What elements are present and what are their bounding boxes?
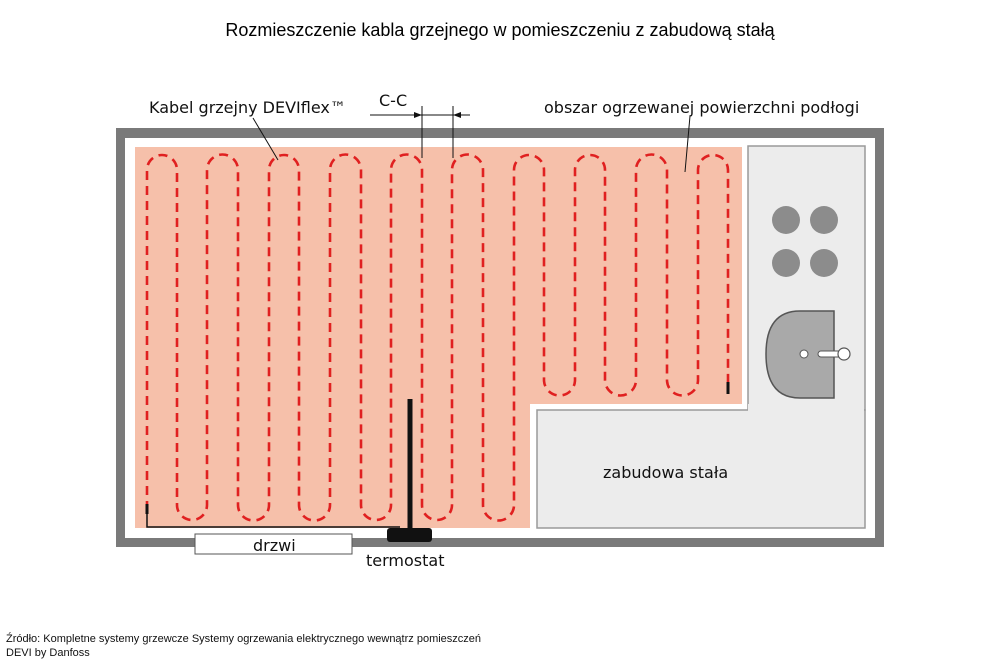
source-note [6, 632, 481, 660]
door-label: drzwi [253, 536, 296, 555]
cooktop-burner-icon [772, 206, 800, 234]
spacing-label: C-C [379, 91, 408, 110]
cable-label: Kabel grzejny DEVIflex™ [149, 98, 346, 117]
fixed-furniture-label: zabudowa stała [603, 463, 729, 482]
thermostat-label: termostat [366, 551, 445, 570]
spacing-arrow-icon [414, 112, 422, 118]
cooktop-burner-icon [810, 249, 838, 277]
thermostat-icon [387, 528, 432, 542]
heated-area-label: obszar ogrzewanej powierzchni podłogi [544, 98, 860, 117]
cooktop-burner-icon [810, 206, 838, 234]
source-line-1: Źródło: Kompletne systemy grzewcze Systemy ogrzewania elektrycznego wewnątrz pomieszczeń [6, 633, 482, 645]
sink-drain-icon [800, 350, 808, 358]
spacing-arrow-icon [453, 112, 461, 118]
source-line-2: DEVI by Danfoss [6, 647, 90, 659]
fixed-furniture-joint [748, 404, 864, 416]
cooktop-burner-icon [772, 249, 800, 277]
sink-faucet-knob-icon [838, 348, 850, 360]
diagram-title: Rozmieszczenie kabla grzejnego w pomieszczeniu z zabudową stałą [225, 20, 775, 40]
